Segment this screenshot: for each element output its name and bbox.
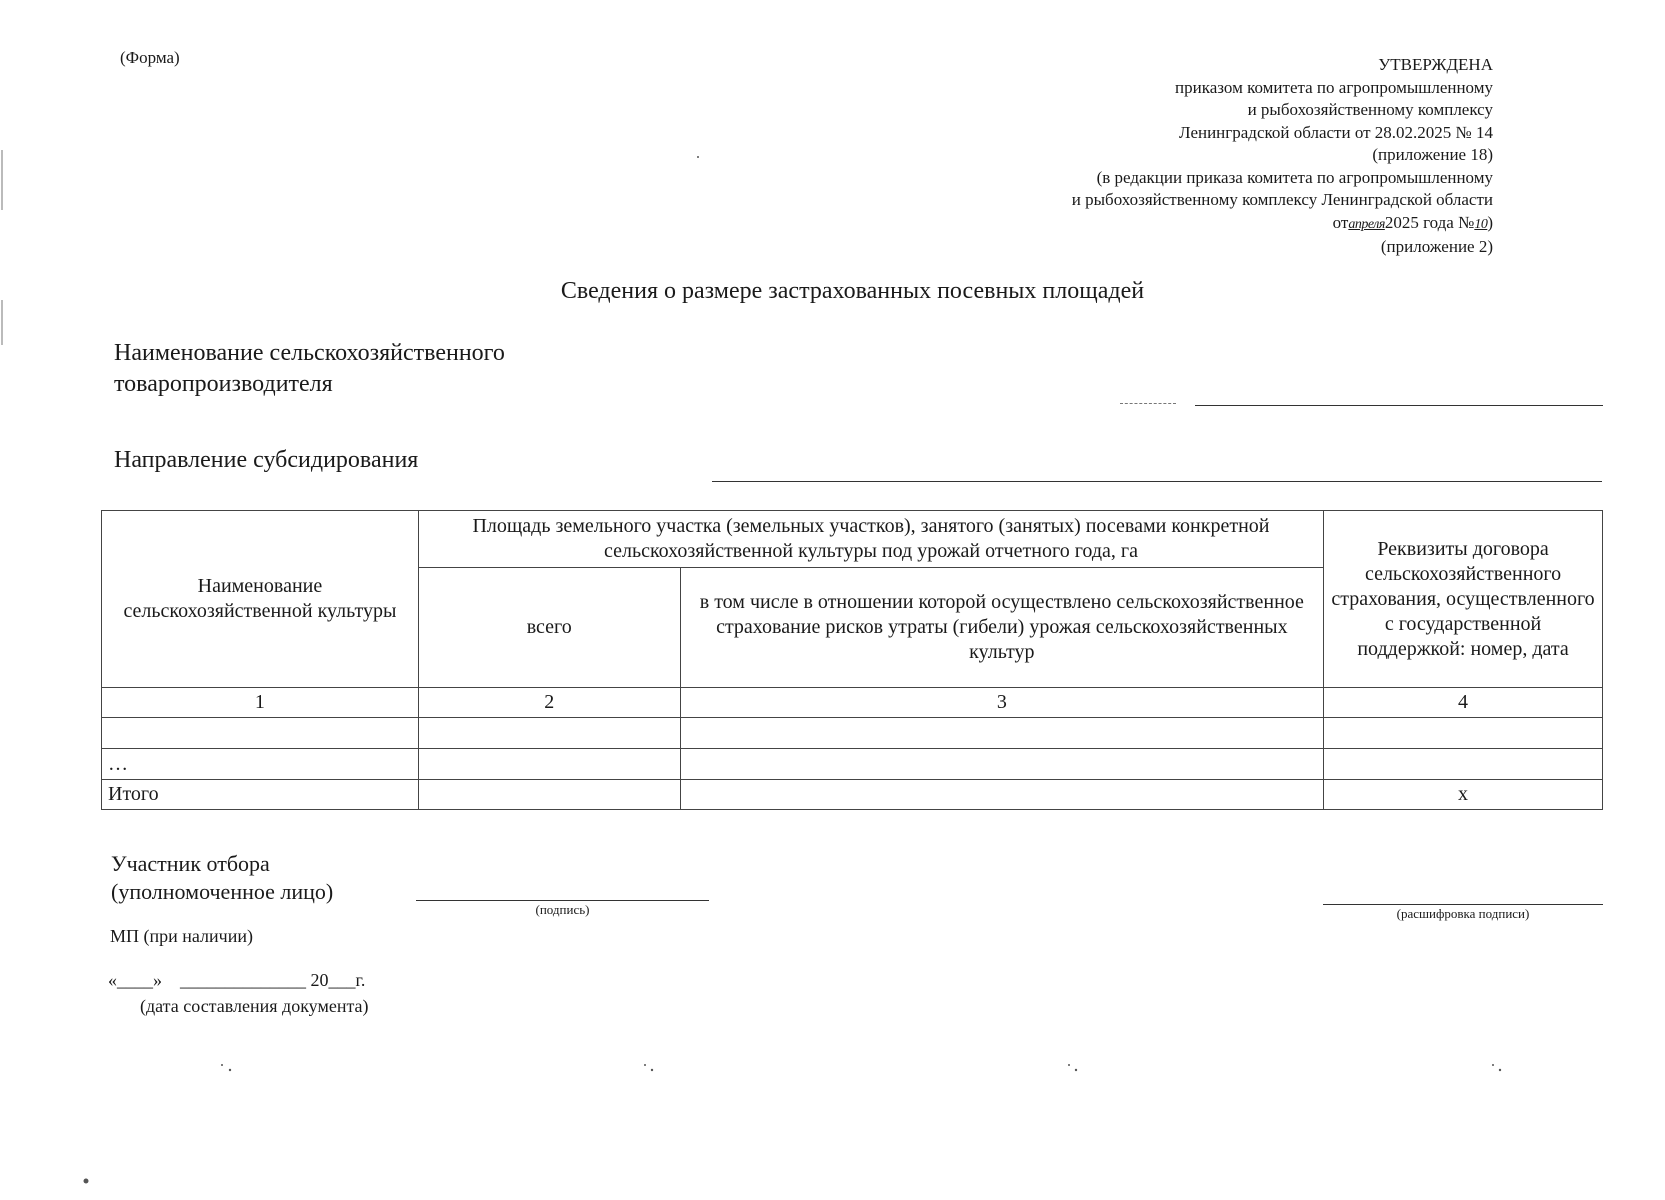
participant-line1: Участник отбора [111,851,270,876]
producer-label-line2: товаропроизводителя [114,371,333,397]
direction-input-line[interactable] [712,481,1602,482]
approval-line: Ленинградской области от 28.02.2025 № 14 [1179,122,1493,142]
total-row [102,780,1603,810]
col-number: 1 [102,688,419,718]
handwritten-month: апреля [1348,216,1385,232]
approval-date-line [1072,212,1493,237]
ellipsis-cell: … [102,749,419,780]
producer-label-line1: Наименование сельскохозяйственного [114,340,505,366]
table-header-row [102,511,1603,568]
table-cell[interactable] [1324,718,1603,749]
table-row [102,749,1603,780]
signature-decode-line[interactable] [1323,904,1603,905]
table-cell[interactable] [418,780,680,810]
form-label: (Форма) [120,48,180,67]
participant-label [111,850,333,906]
handwritten-number: 10 [1474,216,1488,232]
col-number: 4 [1324,688,1603,718]
participant-line2: (уполномоченное лицо) [111,879,334,904]
table-cell[interactable] [680,780,1323,810]
producer-input-line[interactable] [1195,405,1603,406]
group-header: Площадь земельного участка (земельных участков), занятого (занятых) посевами конкретной сельскохозяйственной культуры под урожай отчетного года, га [418,511,1323,568]
date-field[interactable]: «____» ______________ 20___г. [108,970,366,990]
signature-decode-caption: (расшифровка подписи) [1396,906,1530,921]
approval-line: УТВЕРЖДЕНА [1378,55,1493,74]
signature-line[interactable] [416,900,709,901]
col2-header: всего [418,568,680,688]
approval-line: и рыбохозяйственному комплексу [1247,100,1493,119]
producer-input-dash [1120,403,1176,404]
col3-header: в том числе в отношении которой осуществлено сельскохозяйственное страхование рисков утраты (гибели) урожая сельскохозяйственных культур [680,568,1323,688]
date-caption: (дата составления документа) [140,996,369,1016]
approval-line-last: (приложение 2) [1380,237,1493,256]
table-cell[interactable] [1324,749,1603,780]
col-number: 3 [680,688,1323,718]
insured-areas-table [101,510,1603,810]
stamp-label: МП (при наличии) [110,926,253,946]
table-cell[interactable] [418,749,680,780]
approval-line: (приложение 18) [1372,145,1493,164]
approval-block [1072,54,1493,259]
total-label: Итого [102,780,419,810]
table-cell[interactable] [680,749,1323,780]
table-row [102,718,1603,749]
col4-header: Реквизиты договора сельскохозяйственного страхования, осуществленного с государственной поддержкой: номер, дата [1324,511,1603,688]
date-prefix: от [1332,212,1349,232]
column-numbers-row [102,688,1603,718]
col1-header: Наименование сельскохозяйственной культуры [102,511,419,688]
document-title: Сведения о размере застрахованных посевных площадей [560,278,1145,304]
producer-label [114,338,505,400]
approval-line: (в редакции приказа комитета по агропромышленному [1096,167,1493,187]
date-suffix: 2025 года № [1384,212,1475,232]
approval-line: приказом комитета по агропромышленному [1175,77,1493,97]
table-cell[interactable] [418,718,680,749]
approval-line: и рыбохозяйственному комплексу Ленинградской области [1071,190,1493,209]
signature-caption: (подпись) [535,902,590,917]
col-number: 2 [418,688,680,718]
direction-label: Направление субсидирования [114,447,419,473]
table-cell[interactable] [102,718,419,749]
date-close: ) [1487,212,1493,232]
table-cell[interactable] [680,718,1323,749]
total-col4: х [1324,780,1603,810]
